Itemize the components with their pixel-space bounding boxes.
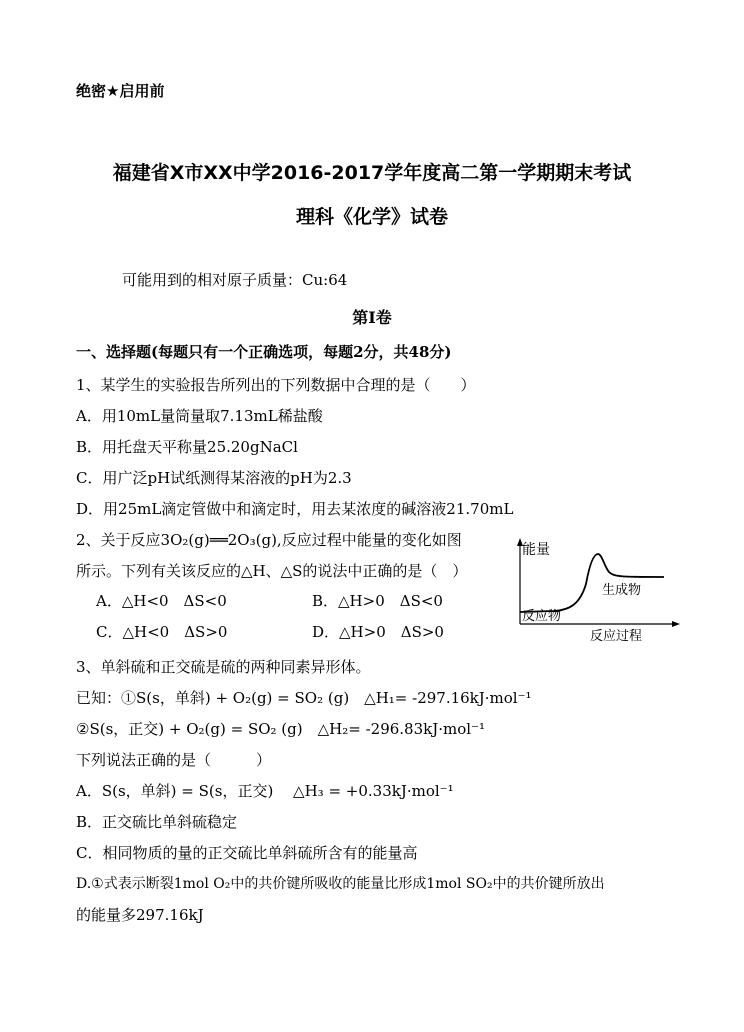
question-2-option-d: D．△H>0 ΔS>0 xyxy=(312,623,444,641)
question-3-option-d-line1: D.①式表示断裂1mol O₂中的共价键所吸收的能量比形成1mol SO₂中的共价键所放出 xyxy=(76,876,605,892)
question-1-option-c: C．用广泛pH试纸测得某溶液的pH为2.3 xyxy=(76,469,352,487)
process-axis-label: 反应过程 xyxy=(590,629,643,644)
question-3-option-c: C．相同物质的量的正交硫比单斜硫所含有的能量高 xyxy=(76,844,418,862)
question-3-ask: 下列说法正确的是（ ） xyxy=(76,751,272,769)
question-1-option-b: B．用托盘天平称量25.20gNaCl xyxy=(76,438,298,456)
question-3-known-1: 已知：①S(s，单斜) + O₂(g) = SO₂ (g) △H₁= -297.16kJ·mol⁻¹ xyxy=(76,689,532,707)
question-1-stem: 1、某学生的实验报告所列出的下列数据中合理的是（ ） xyxy=(76,376,476,394)
reactant-label: 反应物 xyxy=(522,609,562,624)
energy-curve xyxy=(520,554,664,612)
exam-title: 福建省X市XX中学2016-2017学年度高二第一学期期末考试 xyxy=(112,162,632,184)
question-2-stem-line2: 所示。下列有关该反应的△H、△S的说法中正确的是（ ） xyxy=(76,562,468,580)
question-2-option-b: B．△H>0 ΔS<0 xyxy=(312,592,443,610)
secret-label: 绝密★启用前 xyxy=(76,82,165,100)
energy-diagram xyxy=(514,532,684,644)
product-label: 生成物 xyxy=(602,583,642,598)
volume-heading: 第I卷 xyxy=(352,308,392,327)
question-3-known-2: ②S(s，正交) + O₂(g) = SO₂ (g) △H₂= -296.83kJ·mol⁻¹ xyxy=(76,720,485,738)
energy-axis-label: 能量 xyxy=(522,542,550,558)
exam-subtitle: 理科《化学》试卷 xyxy=(295,206,448,228)
question-1-option-d: D．用25mL滴定管做中和滴定时，用去某浓度的碱溶液21.70mL xyxy=(76,500,514,518)
process-axis-arrow-icon xyxy=(672,621,680,627)
question-3-option-a: A．S(s，单斜) = S(s，正交) △H₃ = +0.33kJ·mol⁻¹ xyxy=(76,782,454,800)
atomic-mass-note: 可能用到的相对原子质量：Cu:64 xyxy=(122,271,348,289)
question-3-option-b: B．正交硫比单斜硫稳定 xyxy=(76,813,238,831)
section-heading: 一、选择题(每题只有一个正确选项，每题2分，共48分) xyxy=(76,343,452,361)
question-1-option-a: A．用10mL量筒量取7.13mL稀盐酸 xyxy=(76,407,323,425)
question-3-option-d-line2: 的能量多297.16kJ xyxy=(76,906,204,924)
question-2-option-a: A．△H<0 ΔS<0 xyxy=(96,592,227,610)
question-3-stem: 3、单斜硫和正交硫是硫的两种同素异形体。 xyxy=(76,658,371,676)
question-2-option-c: C．△H<0 ΔS>0 xyxy=(96,623,228,641)
question-2-stem-line1: 2、关于反应3O₂(g)══2O₃(g),反应过程中能量的变化如图 xyxy=(76,531,462,549)
